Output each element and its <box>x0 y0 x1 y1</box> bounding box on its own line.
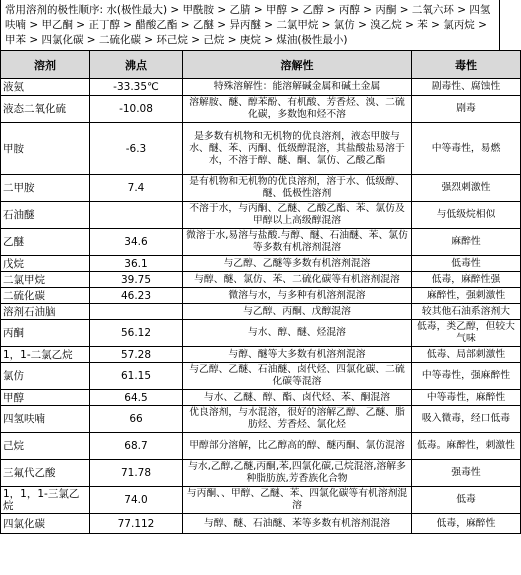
toxicity-cell: 低毒 <box>412 487 521 514</box>
solubility-cell: 与丙酮、、甲醇、乙醚、苯、四氯化碳等有机溶剂混溶 <box>183 487 412 514</box>
toxicity-cell: 强毒性 <box>412 460 521 487</box>
toxicity-cell: 低毒，麻醉性 <box>412 514 521 534</box>
table-row <box>1 406 521 433</box>
table-row <box>1 79 521 96</box>
table-row <box>1 487 521 514</box>
table-row <box>1 514 521 534</box>
table-row <box>1 175 521 202</box>
solubility-cell: 与醇、醚等大多数有机溶剂混溶 <box>183 347 412 363</box>
solubility-cell: 特殊溶解性：能溶解碱金属和碱土金属 <box>183 79 412 96</box>
boiling-point-cell: 71.78 <box>90 460 183 487</box>
solubility-cell: 优良溶剂，与水混溶，很好的溶解乙醇、乙醚、脂肪烃、芳香烃、氯化烃 <box>183 406 412 433</box>
solvent-cell: 甲胺 <box>1 123 90 175</box>
toxicity-cell: 中等毒性，麻醉性 <box>412 390 521 406</box>
boiling-point-cell: 46.23 <box>90 288 183 304</box>
toxicity-cell: 与低级烷相似 <box>412 202 521 229</box>
solvent-cell: 氯仿 <box>1 363 90 390</box>
solvent-cell: 二氯甲烷 <box>1 272 90 288</box>
solubility-cell: 是多数有机物和无机物的优良溶剂，液态甲胺与水、醚、苯、丙酮、低级醇混溶，其盐酸盐易溶于水，不溶于醇、醚、酮、氯仿、乙酸乙酯 <box>183 123 412 175</box>
boiling-point-cell: 7.4 <box>90 175 183 202</box>
toxicity-cell: 中等毒性，易燃 <box>412 123 521 175</box>
solvent-cell: 石油醚 <box>1 202 90 229</box>
boiling-point-cell: -10.08 <box>90 96 183 123</box>
toxicity-cell: 麻醉性，强刺激性 <box>412 288 521 304</box>
table-row <box>1 304 521 320</box>
solvent-cell: 1，1-二氯乙烷 <box>1 347 90 363</box>
solubility-cell: 与乙醇、乙醚等多数有机溶剂混溶 <box>183 256 412 272</box>
solubility-cell: 与乙醇、乙醚、石油醚、卤代烃、四氯化碳、二硫化碳等混溶 <box>183 363 412 390</box>
toxicity-cell: 低毒。麻醉性，刺激性 <box>412 433 521 460</box>
boiling-point-cell: -6.3 <box>90 123 183 175</box>
table-row <box>1 433 521 460</box>
solubility-cell: 溶解胺、醚、醇苯酚、有机酸、芳香烃、溴、二硫化碳，多数饱和烃不溶 <box>183 96 412 123</box>
solubility-cell: 不溶于水，与丙酮、乙醚、乙酸乙酯、苯、氯仿及甲醇以上高级醇混溶 <box>183 202 412 229</box>
boiling-point-cell: 66 <box>90 406 183 433</box>
toxicity-cell: 麻醉性 <box>412 229 521 256</box>
boiling-point-cell: 39.75 <box>90 272 183 288</box>
solvent-table <box>0 50 521 534</box>
solvent-cell: 甲醇 <box>1 390 90 406</box>
solvent-cell: 四氢呋喃 <box>1 406 90 433</box>
solvent-cell: 己烷 <box>1 433 90 460</box>
toxicity-cell: 强烈刺激性 <box>412 175 521 202</box>
toxicity-cell: 中等毒性，强麻醉性 <box>412 363 521 390</box>
boiling-point-cell: 36.1 <box>90 256 183 272</box>
table-body <box>1 79 521 534</box>
solubility-cell: 与乙醇、丙酮、戊醇混溶 <box>183 304 412 320</box>
solvent-cell: 液氨 <box>1 79 90 96</box>
table-row <box>1 288 521 304</box>
solvent-cell: 溶剂石油脑 <box>1 304 90 320</box>
table-row <box>1 272 521 288</box>
solvent-cell: 二硫化碳 <box>1 288 90 304</box>
col-header-solvent: 溶剂 <box>1 51 90 79</box>
boiling-point-cell: -33.35℃ <box>90 79 183 96</box>
boiling-point-cell: 64.5 <box>90 390 183 406</box>
solubility-cell: 与醇、醚、氯仿、苯、二硫化碳等有机溶剂混溶 <box>183 272 412 288</box>
solvent-cell: 液态二氧化硫 <box>1 96 90 123</box>
solvent-cell: 乙醚 <box>1 229 90 256</box>
col-header-boiling-point: 沸点 <box>90 51 183 79</box>
col-header-toxicity: 毒性 <box>412 51 521 79</box>
solubility-cell: 微溶与水，与多种有机溶剂混溶 <box>183 288 412 304</box>
boiling-point-cell: 57.28 <box>90 347 183 363</box>
solvent-cell: 戊烷 <box>1 256 90 272</box>
boiling-point-cell: 77.112 <box>90 514 183 534</box>
solubility-cell: 与水、乙醚、醇、酯、卤代烃、苯、酮混溶 <box>183 390 412 406</box>
boiling-point-cell <box>90 202 183 229</box>
table-row <box>1 363 521 390</box>
boiling-point-cell: 61.15 <box>90 363 183 390</box>
solvent-cell: 四氯化碳 <box>1 514 90 534</box>
table-row <box>1 320 521 347</box>
toxicity-cell: 低毒、局部刺激性 <box>412 347 521 363</box>
solvent-cell: 丙酮 <box>1 320 90 347</box>
boiling-point-cell: 74.0 <box>90 487 183 514</box>
table-row <box>1 256 521 272</box>
table-row <box>1 390 521 406</box>
toxicity-cell: 剧毒性、腐蚀性 <box>412 79 521 96</box>
solubility-cell: 与水,乙醇,乙醚,丙酮,苯,四氯化碳,己烷混溶,溶解多种脂肪族,芳香族化合物 <box>183 460 412 487</box>
table-row <box>1 202 521 229</box>
col-header-solubility: 溶解性 <box>183 51 412 79</box>
toxicity-cell: 低毒性 <box>412 256 521 272</box>
toxicity-cell: 剧毒 <box>412 96 521 123</box>
toxicity-cell: 低毒，麻醉性强 <box>412 272 521 288</box>
boiling-point-cell: 56.12 <box>90 320 183 347</box>
solvent-cell: 三氟代乙酸 <box>1 460 90 487</box>
solvent-cell: 1，1，1-三氯乙烷 <box>1 487 90 514</box>
boiling-point-cell: 34.6 <box>90 229 183 256</box>
solubility-cell: 与水、醇、醚、烃混溶 <box>183 320 412 347</box>
table-row <box>1 460 521 487</box>
table-row <box>1 229 521 256</box>
solubility-cell: 微溶于水,易溶与盐酸.与醇、醚、石油醚、苯、氯仿等多数有机溶剂混溶 <box>183 229 412 256</box>
polarity-order-note: 常用溶剂的极性顺序: 水(极性最大) > 甲酰胺 > 乙腈 > 甲醇 > 乙醇 > 丙醇 > 丙酮 > 二氧六环 > 四氢呋喃 > 甲乙酮 > 正丁醇 > 醋酸乙酯 > 乙醚 > 异丙醚 > 二氯甲烷 > 氯仿 > 溴乙烷 > 苯 > 氯丙烷 > 甲苯 > 四氯化碳 > 二硫化碳 > 环己烷 > 己烷 > 庚烷 > 煤油(极性最小) <box>0 0 500 50</box>
table-row <box>1 347 521 363</box>
toxicity-cell: 吸入微毒，经口低毒 <box>412 406 521 433</box>
solvent-cell: 二甲胺 <box>1 175 90 202</box>
toxicity-cell: 较其他石油系溶剂大 <box>412 304 521 320</box>
solubility-cell: 与醇、醚、石油醚、苯等多数有机溶剂混溶 <box>183 514 412 534</box>
table-row <box>1 96 521 123</box>
solubility-cell: 甲醇部分溶解，比乙醇高的醇、醚丙酮、氯仿混溶 <box>183 433 412 460</box>
boiling-point-cell: 68.7 <box>90 433 183 460</box>
table-header-row <box>1 51 521 79</box>
table-row <box>1 123 521 175</box>
toxicity-cell: 低毒，类乙醇，但较大气味 <box>412 320 521 347</box>
boiling-point-cell <box>90 304 183 320</box>
solubility-cell: 是有机物和无机物的优良溶剂，溶于水、低级醇、醚、低极性溶剂 <box>183 175 412 202</box>
